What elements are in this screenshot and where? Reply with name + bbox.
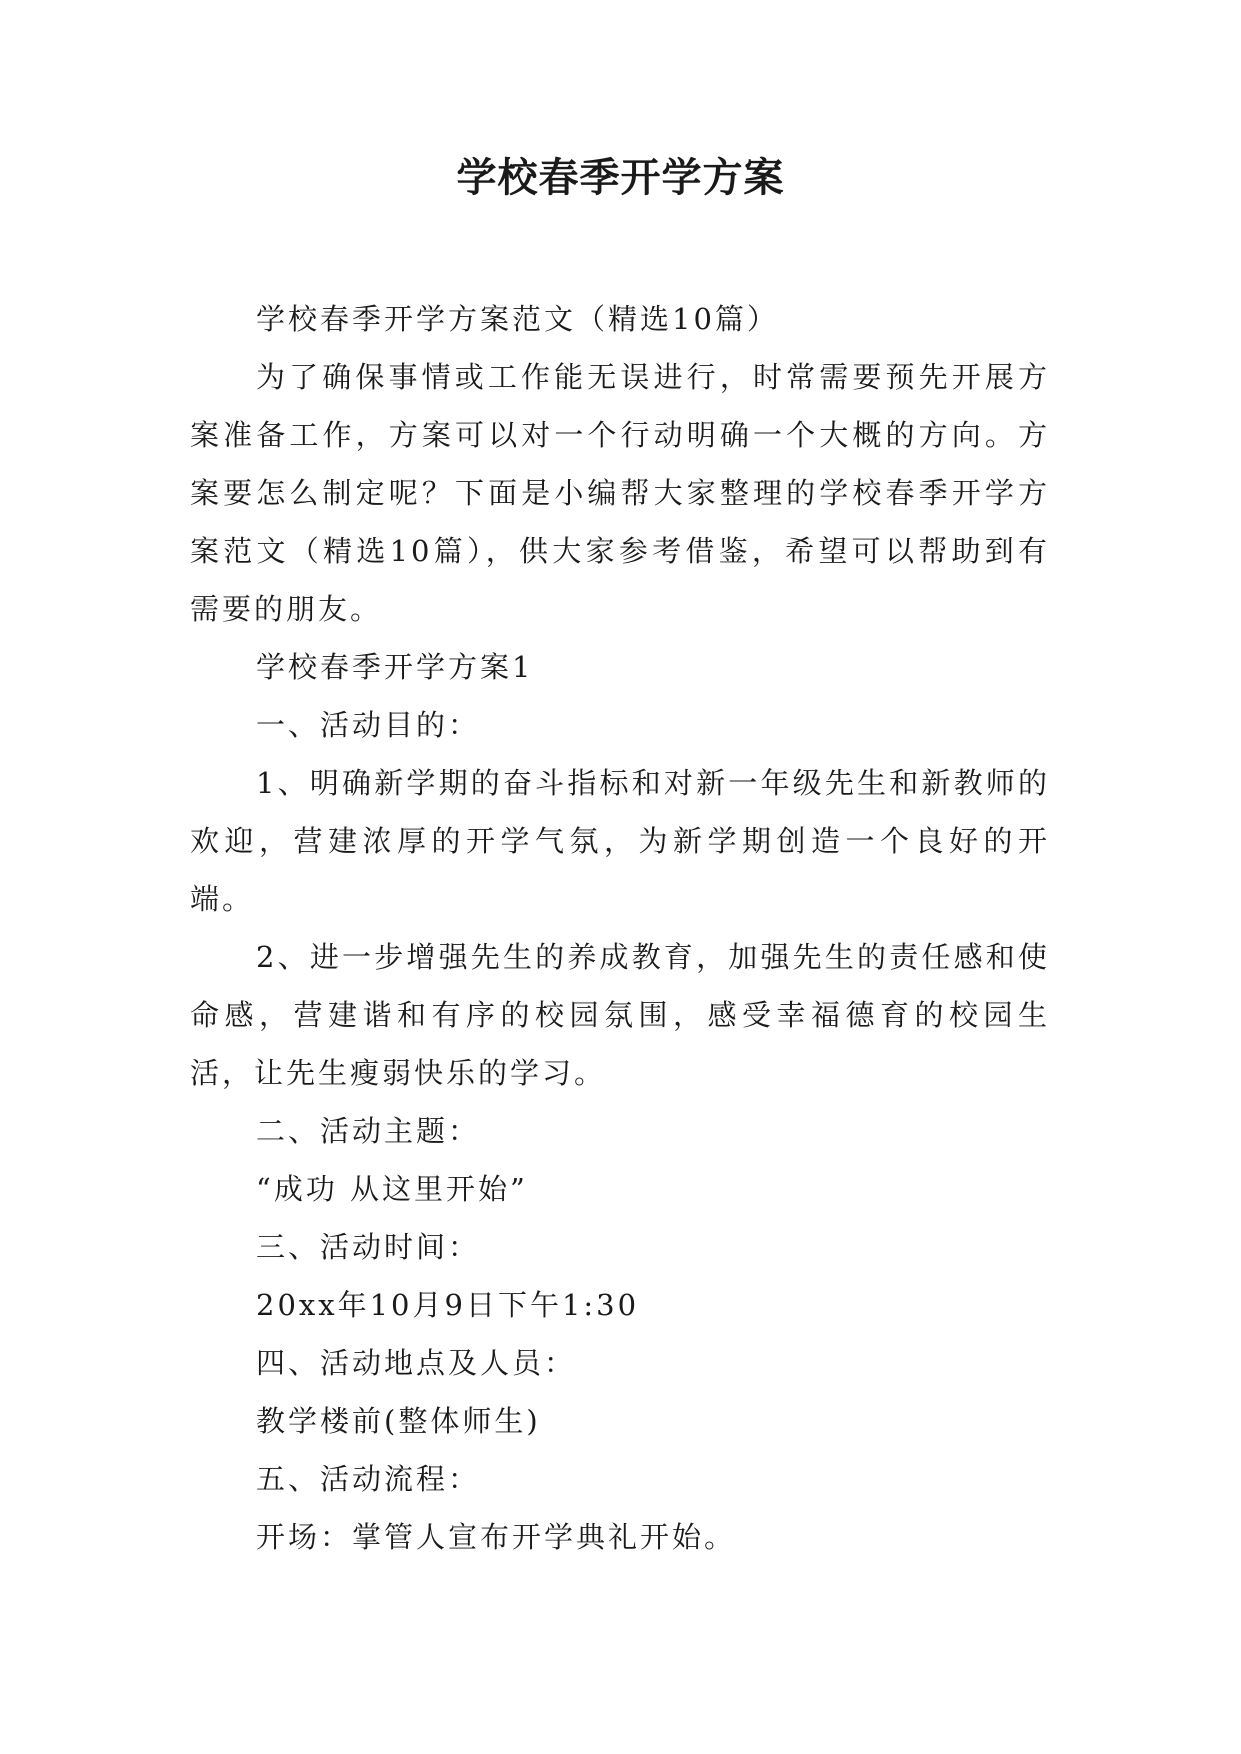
paragraph-purpose-2: 2、进一步增强先生的养成教育，加强先生的责任感和使命感，营建谐和有序的校园氛围，感受幸福德育的校园生活，让先生瘦弱快乐的学习。 <box>190 940 1050 1090</box>
paragraph-intro: 为了确保事情或工作能无误进行，时常需要预先开展方案准备工作，方案可以对一个行动明确一个大概的方向。方案要怎么制定呢？下面是小编帮大家整理的学校春季开学方案范文（精选10篇），供大家参考借鉴，希望可以帮助到有需要的朋友。 <box>190 360 1050 626</box>
paragraph-time: 20xx年10月9日下午1:30 <box>256 1288 640 1322</box>
paragraph-theme: “成功 从这里开始” <box>256 1172 528 1206</box>
document-title: 学校春季开学方案 <box>456 155 785 201</box>
paragraph-purpose-1: 1、明确新学期的奋斗指标和对新一年级先生和新教师的欢迎，营建浓厚的开学气氛，为新学期创造一个良好的开端。 <box>190 766 1050 916</box>
heading-activity-location: 四、活动地点及人员： <box>256 1346 577 1380</box>
heading-activity-theme: 二、活动主题： <box>256 1114 481 1148</box>
paragraph-opening: 开场：掌管人宣布开学典礼开始。 <box>256 1520 737 1554</box>
paragraph-subtitle: 学校春季开学方案范文（精选10篇） <box>256 302 779 336</box>
paragraph-location: 教学楼前(整体师生) <box>256 1404 541 1438</box>
section-heading-plan-1: 学校春季开学方案1 <box>256 650 534 684</box>
document-body <box>190 290 1050 1566</box>
heading-activity-process: 五、活动流程： <box>256 1462 481 1496</box>
heading-activity-purpose: 一、活动目的： <box>256 708 481 742</box>
heading-activity-time: 三、活动时间： <box>256 1230 481 1264</box>
